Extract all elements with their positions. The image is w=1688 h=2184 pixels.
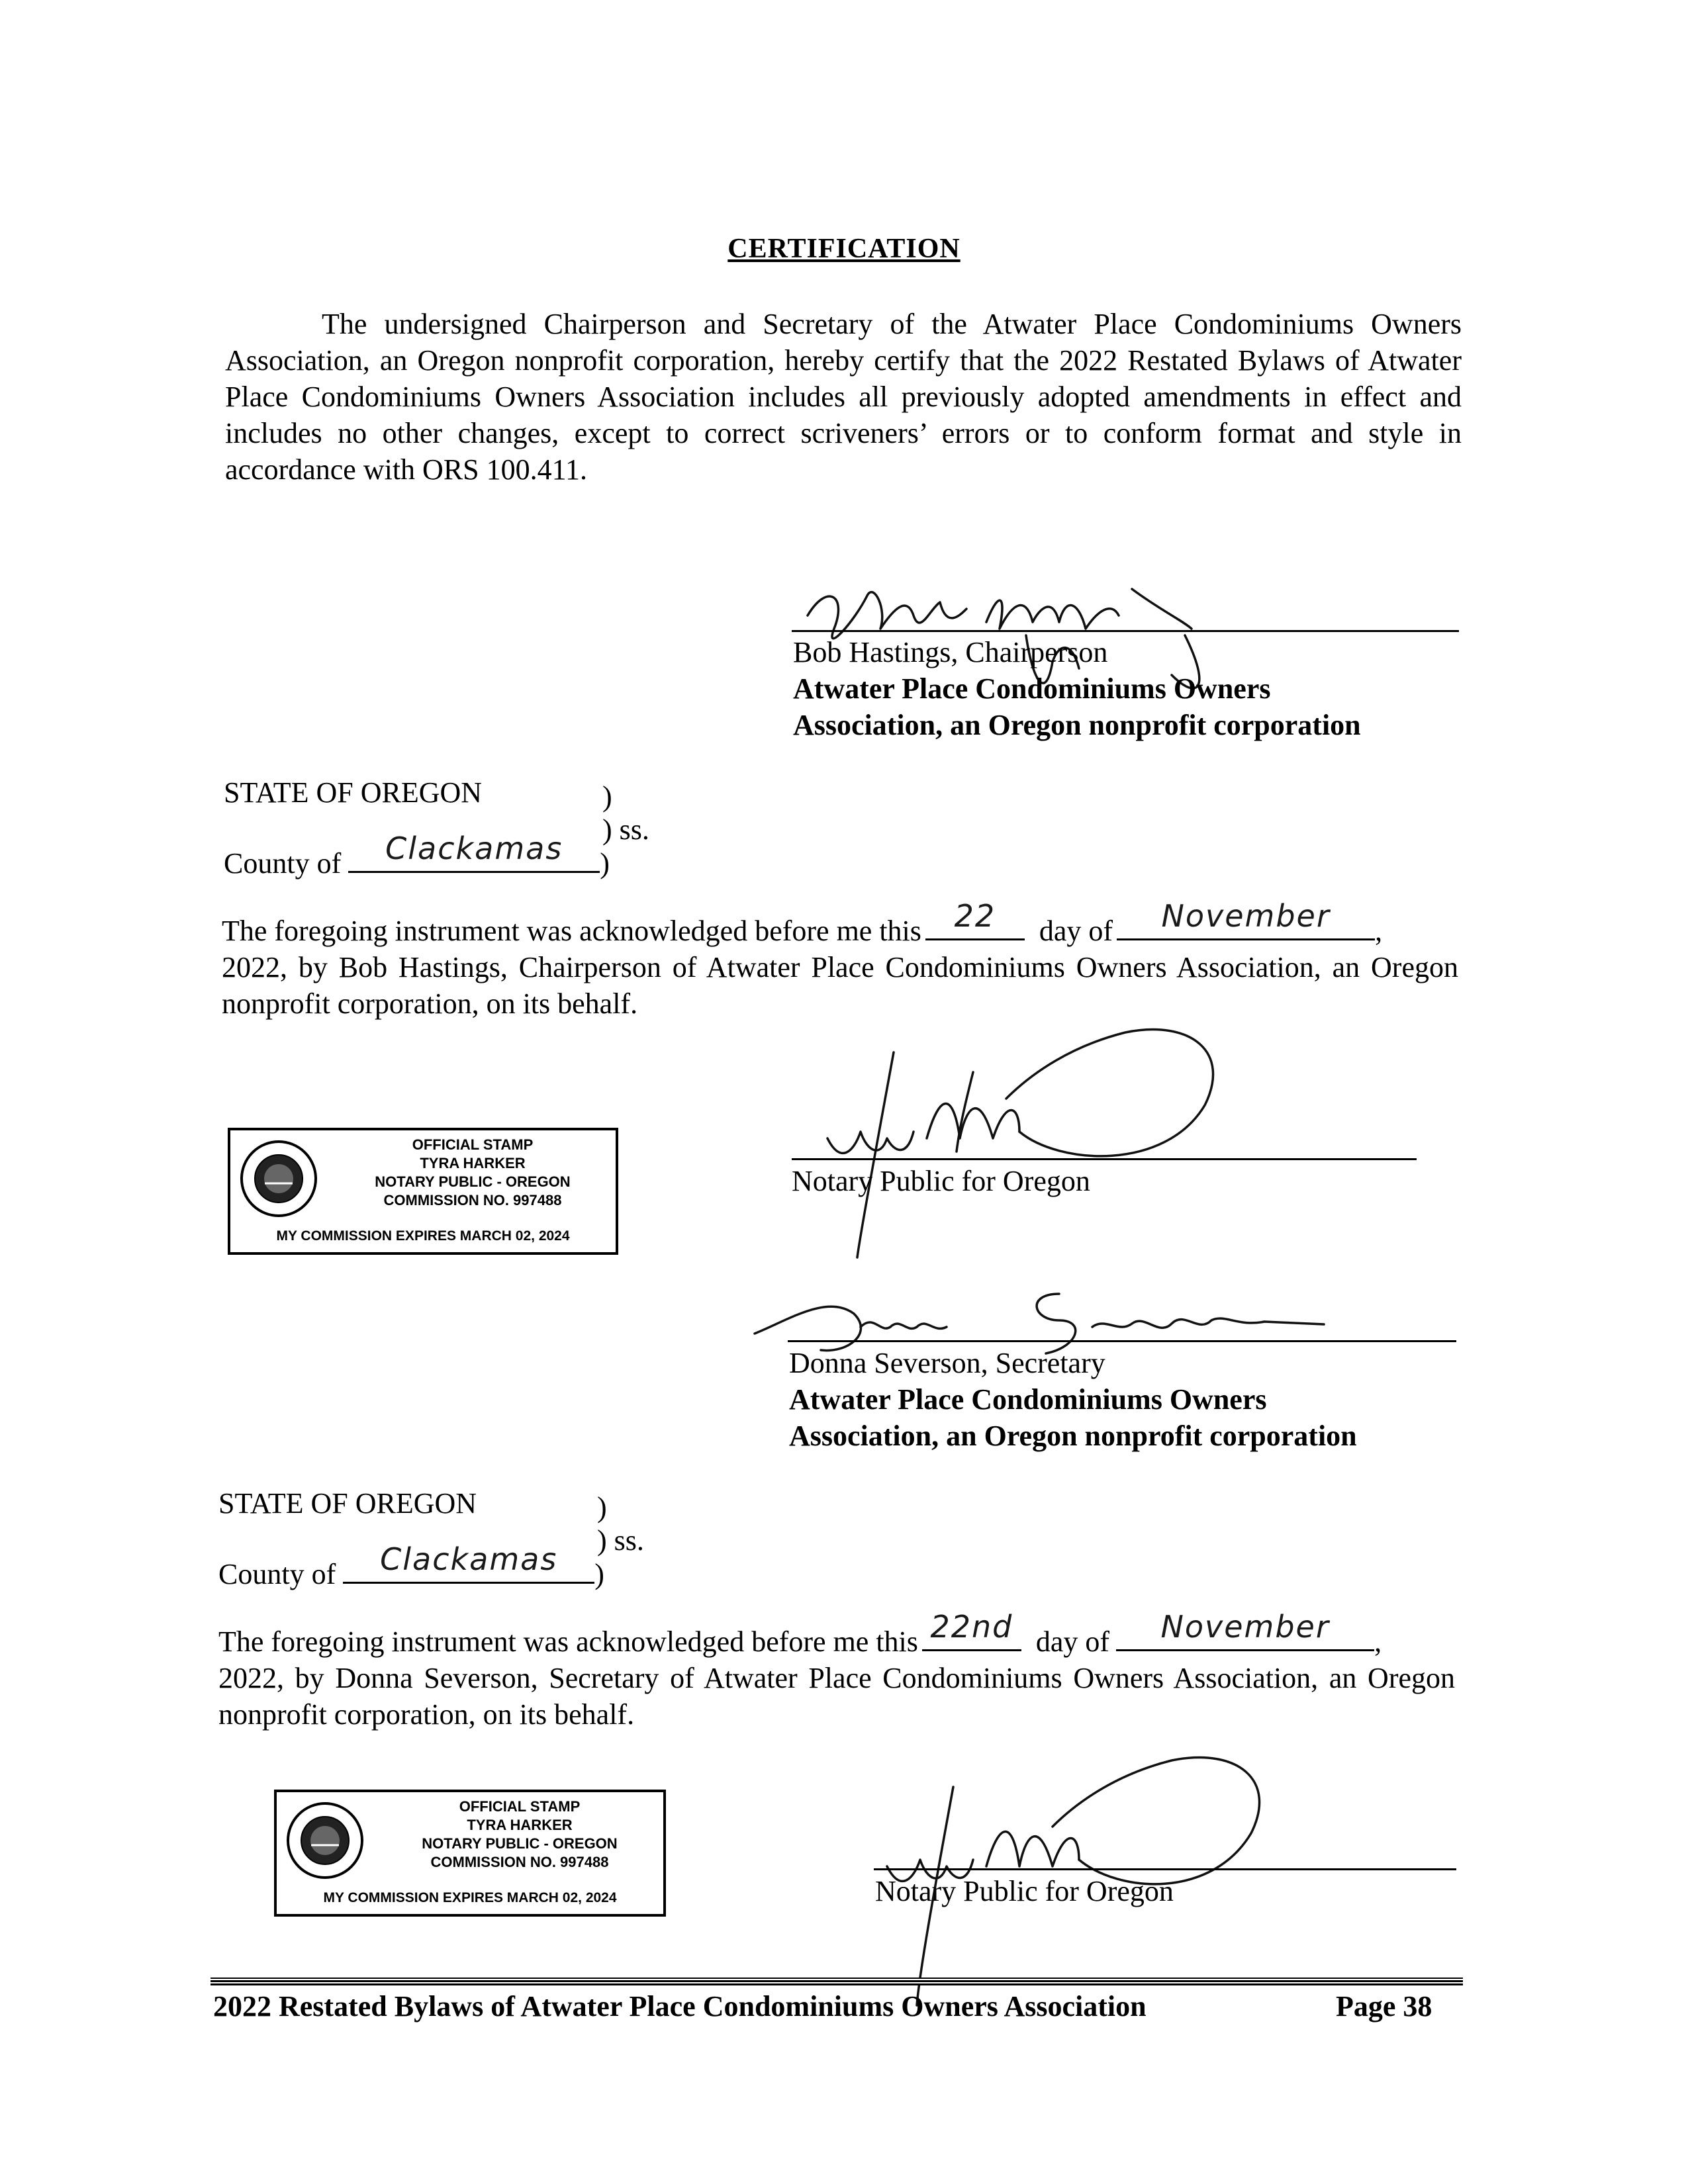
- ack-lead: The foregoing instrument was acknowledged before me this: [218, 1625, 918, 1658]
- certification-text: The undersigned Chairperson and Secretary of the Atwater Place Condominiums Owners Association, an Oregon nonprofit corporation, hereby certify that the 2022 Restated Bylaws of Atwater Place Condominiums Owners Association includes all previously adopted amendments in effect and includes no other changes, except to correct scriveners’ errors or to conform format and style in accordance with ORS 100.411.: [225, 308, 1462, 486]
- notary1-county: County of Clackamas ): [224, 831, 610, 880]
- secretary-name: Donna Severson, Secretary: [789, 1347, 1105, 1379]
- certification-paragraph: [225, 306, 1462, 488]
- ack-month-blank: [1116, 1609, 1374, 1651]
- stamp-line3: NOTARY PUBLIC - OREGON: [375, 1173, 571, 1190]
- notary1-state: STATE OF OREGON: [224, 776, 483, 809]
- secretary-signature-line: [788, 1340, 1456, 1342]
- page-title: CERTIFICATION: [727, 234, 961, 264]
- secretary-org-line2: Association, an Oregon nonprofit corporation: [789, 1420, 1357, 1452]
- notary2-acknowledgment: The foregoing instrument was acknowledged before me this 22nd day of November , 2022, by Donna Severson, Secretary of Atwater Place Condominiums Owners Association, an Oregon nonprofit corporation, on its behalf.: [218, 1619, 1455, 1733]
- county-handwritten: Clackamas: [380, 1541, 558, 1577]
- notary1-acknowledgment: The foregoing instrument was acknowledged before me this 22 day of November , 2022, by Bob Hastings, Chairperson of Atwater Place Condominiums Owners Association, an Oregon nonprofit corporation, on its behalf.: [222, 908, 1458, 1022]
- oregon-seal-icon: [286, 1801, 364, 1880]
- notary1-paren: ): [602, 780, 612, 813]
- notary2-county: County of Clackamas ): [218, 1541, 604, 1590]
- chairperson-name: Bob Hastings, Chairperson: [793, 636, 1108, 668]
- ack-lead: The foregoing instrument was acknowledged before me this: [222, 915, 921, 947]
- stamp-line3: NOTARY PUBLIC - OREGON: [422, 1835, 618, 1852]
- notary2-signature-line: [874, 1868, 1456, 1870]
- ack-day-handwritten: 22nd: [930, 1609, 1013, 1645]
- chairperson-org-line1: Atwater Place Condominiums Owners: [793, 672, 1271, 705]
- secretary-org-line1: Atwater Place Condominiums Owners: [789, 1383, 1267, 1416]
- notary2-label: Notary Public for Oregon: [875, 1875, 1174, 1907]
- ack-day-of: day of: [1035, 1625, 1110, 1658]
- stamp-line1: OFFICIAL STAMP: [459, 1798, 581, 1815]
- stamp-expiry: MY COMMISSION EXPIRES MARCH 02, 2024: [276, 1228, 570, 1244]
- notary2-state: STATE OF OREGON: [218, 1487, 477, 1520]
- footer-doc-title: 2022 Restated Bylaws of Atwater Place Condominiums Owners Association: [213, 1990, 1147, 2023]
- stamp-line1: OFFICIAL STAMP: [412, 1136, 534, 1153]
- notary1-signature: [821, 993, 1231, 1271]
- ack-month-handwritten: November: [1160, 1609, 1330, 1645]
- county-label: County of: [218, 1558, 336, 1590]
- stamp-line4: COMMISSION NO. 997488: [383, 1192, 562, 1208]
- notary2-official-stamp: [274, 1790, 666, 1917]
- notary1-signature-line: [792, 1158, 1417, 1160]
- notary2-paren: ): [597, 1491, 607, 1524]
- ack-day-blank: [922, 1609, 1021, 1651]
- stamp-line2: TYRA HARKER: [420, 1155, 526, 1171]
- ack-rest: 2022, by Donna Severson, Secretary of Atwater Place Condominiums Owners Association, an Oregon nonprofit corporation, on its behalf.: [218, 1662, 1455, 1731]
- notary2-ss: ) ss.: [597, 1524, 644, 1557]
- county-handwritten: Clackamas: [385, 831, 563, 866]
- ack-rest: 2022, by Bob Hastings, Chairperson of Atwater Place Condominiums Owners Association, an Oregon nonprofit corporation, on its behalf.: [222, 951, 1458, 1020]
- footer-rule: [211, 1978, 1463, 1985]
- ack-month-handwritten: November: [1161, 898, 1331, 934]
- stamp-line2: TYRA HARKER: [467, 1817, 573, 1833]
- ack-day-of: day of: [1039, 915, 1113, 947]
- county-label: County of: [224, 847, 342, 880]
- notary1-label: Notary Public for Oregon: [792, 1165, 1090, 1197]
- ack-day-blank: [925, 898, 1025, 940]
- chairperson-org-line2: Association, an Oregon nonprofit corporation: [793, 709, 1361, 741]
- stamp-line4: COMMISSION NO. 997488: [430, 1854, 609, 1870]
- notary1-official-stamp: [228, 1128, 618, 1255]
- chairperson-signature-line: [792, 630, 1459, 632]
- ack-day-handwritten: 22: [954, 898, 996, 934]
- oregon-seal-icon: [240, 1140, 318, 1218]
- stamp-expiry: MY COMMISSION EXPIRES MARCH 02, 2024: [323, 1890, 617, 1905]
- ack-month-blank: [1117, 898, 1375, 940]
- notary1-ss: ) ss.: [602, 813, 649, 846]
- footer-page-number: Page 38: [1336, 1990, 1432, 2023]
